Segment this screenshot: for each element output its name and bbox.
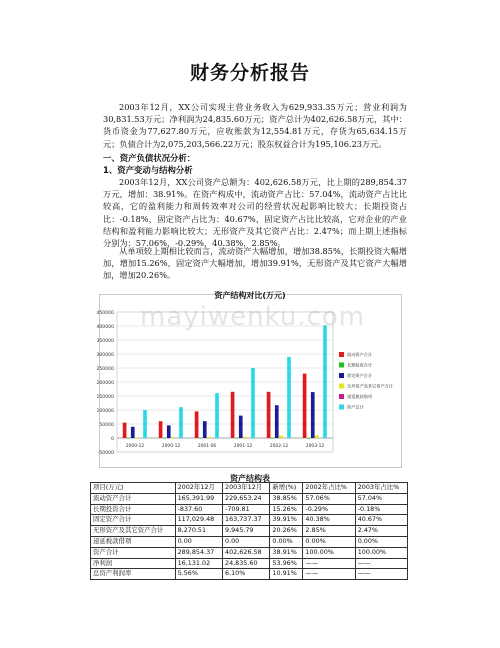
table-cell: 9,945.79: [223, 526, 270, 537]
intro-text: 2003年12月，XX公司实现主营业务收入为629,933.35万元；营业利润为30,831.53万元；净利润为24,835.60万元；资产总计为402,626.58万元，其中：货币资金为77,627.80万元，应收账款为12,554.81万元，存货为65,634.15万元；负债合计为2,075,203,566.22万元；股东权益合计为195,106.23万元。: [103, 102, 407, 149]
bar: [271, 438, 275, 439]
table-cell: 0.00%: [270, 536, 303, 547]
bar: [171, 437, 175, 438]
table-cell: 24,835.60: [223, 558, 270, 569]
y-tick-label: 0: [111, 437, 114, 442]
bar: [307, 438, 311, 439]
table-cell: 100.00%: [355, 547, 407, 558]
table-cell: 无形资产及其它资产合计: [91, 526, 176, 537]
table-cell: 总资产利润率: [91, 569, 176, 580]
table-row: [91, 493, 408, 504]
bar: [311, 392, 315, 438]
table-cell: -0.29%: [303, 504, 355, 515]
table-header-cell: 项目(万元): [91, 483, 176, 494]
table-cell: 净利润: [91, 558, 176, 569]
bar: [199, 438, 203, 439]
table-cell: -0.18%: [355, 504, 407, 515]
bar: [287, 357, 291, 438]
x-tick-label: 2002-12: [269, 444, 289, 449]
x-tick-label: 2000-12: [161, 444, 181, 449]
table-cell: 长期投资合计: [91, 504, 176, 515]
x-tick-label: 2003-12: [305, 444, 325, 449]
table-header-cell: 2002年12月: [175, 483, 222, 494]
bar: [207, 437, 211, 438]
table-cell: 165,391.99: [175, 493, 222, 504]
table-cell: 5.56%: [175, 569, 222, 580]
legend-label: 资产总计: [347, 404, 364, 410]
bar: [167, 425, 171, 438]
x-tick-label: 2000-12: [125, 444, 145, 449]
table-cell: 递延税款借项: [91, 536, 176, 547]
table-title: 资产结构表: [230, 474, 270, 483]
legend-label: 长期投资合计: [347, 362, 373, 368]
table-cell: 38.85%: [270, 493, 303, 504]
bar: [123, 423, 127, 438]
table-cell: 0.00: [223, 536, 270, 547]
chart-title: 资产结构对比(万元): [214, 291, 286, 300]
subsection-heading: 1、资产变动与结构分析: [103, 165, 193, 175]
table-cell: 100.00%: [303, 547, 355, 558]
table-cell: 229,653.24: [223, 493, 270, 504]
bar: [159, 421, 163, 438]
legend-label: 固定资产合计: [347, 373, 373, 378]
legend-label: 流动资产合计: [347, 352, 373, 357]
bar: [267, 392, 271, 438]
y-tick-label: 200000: [96, 381, 114, 386]
bar: [195, 411, 199, 438]
bar: [179, 407, 183, 438]
bar: [239, 416, 243, 438]
table-cell: 38.91%: [270, 547, 303, 558]
table-row: [91, 536, 408, 547]
table-cell: 资产合计: [91, 547, 176, 558]
y-tick-label: 400000: [96, 325, 114, 330]
table-cell: ——: [355, 569, 407, 580]
bar: [243, 437, 247, 438]
legend-label: 无形资产及其它资产合计: [347, 383, 394, 389]
table-cell: 163,737.37: [223, 515, 270, 526]
y-tick-label: -50000: [97, 451, 114, 456]
legend-label: 递延税款借项: [347, 394, 373, 399]
table-cell: 0.00%: [303, 536, 355, 547]
table-cell: 6.10%: [223, 569, 270, 580]
table-cell: 20.26%: [270, 526, 303, 537]
watermark: mayiwenku.com: [140, 302, 366, 332]
y-tick-label: 150000: [96, 395, 114, 400]
bar: [215, 393, 219, 438]
section-heading: 一、资产负债状况分析：: [103, 153, 196, 163]
table-row: [91, 504, 408, 515]
table-header-cell: 新增(%): [270, 483, 303, 494]
y-tick-label: 350000: [96, 339, 114, 344]
bar: [279, 436, 283, 438]
table-cell: ——: [303, 569, 355, 580]
table-cell: 0.00%: [355, 536, 407, 547]
bar: [303, 374, 307, 438]
y-tick-label: 250000: [96, 367, 114, 372]
asset-structure-table: [90, 482, 408, 580]
table-header-cell: 2003年占比%: [355, 483, 407, 494]
table-cell: ——: [355, 558, 407, 569]
asset-analysis-text: 2003年12月，XX公司资产总额为：402,626.58万元，比上期的289,854.37万元，增加：38.91%。在资产构成中，流动资产占比：57.04%，流动资产占比比较高，它的盈利能力和周转效率对公司的经营状况起影响比较大；长期投资占比：-0.18%，固定资产占比为：40.67%，固定资产占比比较高，它对企业的产业结构和盈利能力影响比较大；无形资产及其它资产占比：2.47%；而上期上述指标分别为：57.06%，-0.29%，40.38%，2.85%。: [103, 177, 407, 249]
table-cell: 289,854.37: [175, 547, 222, 558]
table-cell: 57.04%: [355, 493, 407, 504]
table-cell: 2.47%: [355, 526, 407, 537]
table-header-cell: 2003年12月: [223, 483, 270, 494]
table-cell: 固定资产合计: [91, 515, 176, 526]
table-cell: 57.06%: [303, 493, 355, 504]
table-cell: 流动资产合计: [91, 493, 176, 504]
table-header-row: [91, 483, 408, 494]
bar: [131, 427, 135, 438]
table-cell: 2.85%: [303, 526, 355, 537]
table-cell: 402,626.58: [223, 547, 270, 558]
table-row: [91, 558, 408, 569]
table-row: [91, 569, 408, 580]
table-cell: 10.91%: [270, 569, 303, 580]
bar: [231, 392, 235, 438]
legend-swatch: [339, 373, 344, 378]
bar: [251, 368, 255, 438]
legend-swatch: [339, 394, 344, 399]
table-cell: 40.67%: [355, 515, 407, 526]
y-tick-label: 450000: [96, 311, 114, 316]
table-cell: 15.26%: [270, 504, 303, 515]
table-cell: 16,131.02: [175, 558, 222, 569]
table-cell: 0.00: [175, 536, 222, 547]
table-row: [91, 526, 408, 537]
legend-swatch: [339, 352, 344, 357]
table-cell: ——: [303, 558, 355, 569]
y-tick-label: 100000: [96, 409, 114, 414]
legend-swatch: [339, 405, 344, 410]
x-tick-label: 2001-12: [233, 444, 253, 449]
bar: [275, 405, 279, 438]
bar: [143, 410, 147, 438]
table-row: [91, 547, 408, 558]
table-cell: 39.91%: [270, 515, 303, 526]
table-cell: -837.60: [175, 504, 222, 515]
change-text: 从单项较上期相比较而言，流动资产大幅增加，增加38.85%，长期投资大幅增加，增加15.26%，固定资产大幅增加，增加39.91%，无形资产及其它资产大幅增加，增加20.26%。: [103, 246, 407, 281]
y-tick-label: 300000: [96, 353, 114, 358]
bar: [315, 435, 319, 438]
bar: [163, 438, 167, 439]
bar: [323, 325, 327, 438]
table-cell: 40.38%: [303, 515, 355, 526]
table-cell: 8,270.51: [175, 526, 222, 537]
y-tick-label: 50000: [99, 423, 114, 428]
table-row: [91, 515, 408, 526]
table-cell: -709.81: [223, 504, 270, 515]
x-tick-label: 2001-06: [197, 444, 217, 449]
bar: [127, 438, 131, 439]
table-header-cell: 2002年占比%: [303, 483, 355, 494]
table-cell: 53.96%: [270, 558, 303, 569]
bar: [203, 421, 207, 438]
bar: [135, 437, 139, 438]
legend-swatch: [339, 363, 344, 368]
report-title: 财务分析报告: [189, 62, 310, 84]
bar: [235, 438, 239, 439]
legend-swatch: [339, 384, 344, 389]
table-cell: 117,029.48: [175, 515, 222, 526]
